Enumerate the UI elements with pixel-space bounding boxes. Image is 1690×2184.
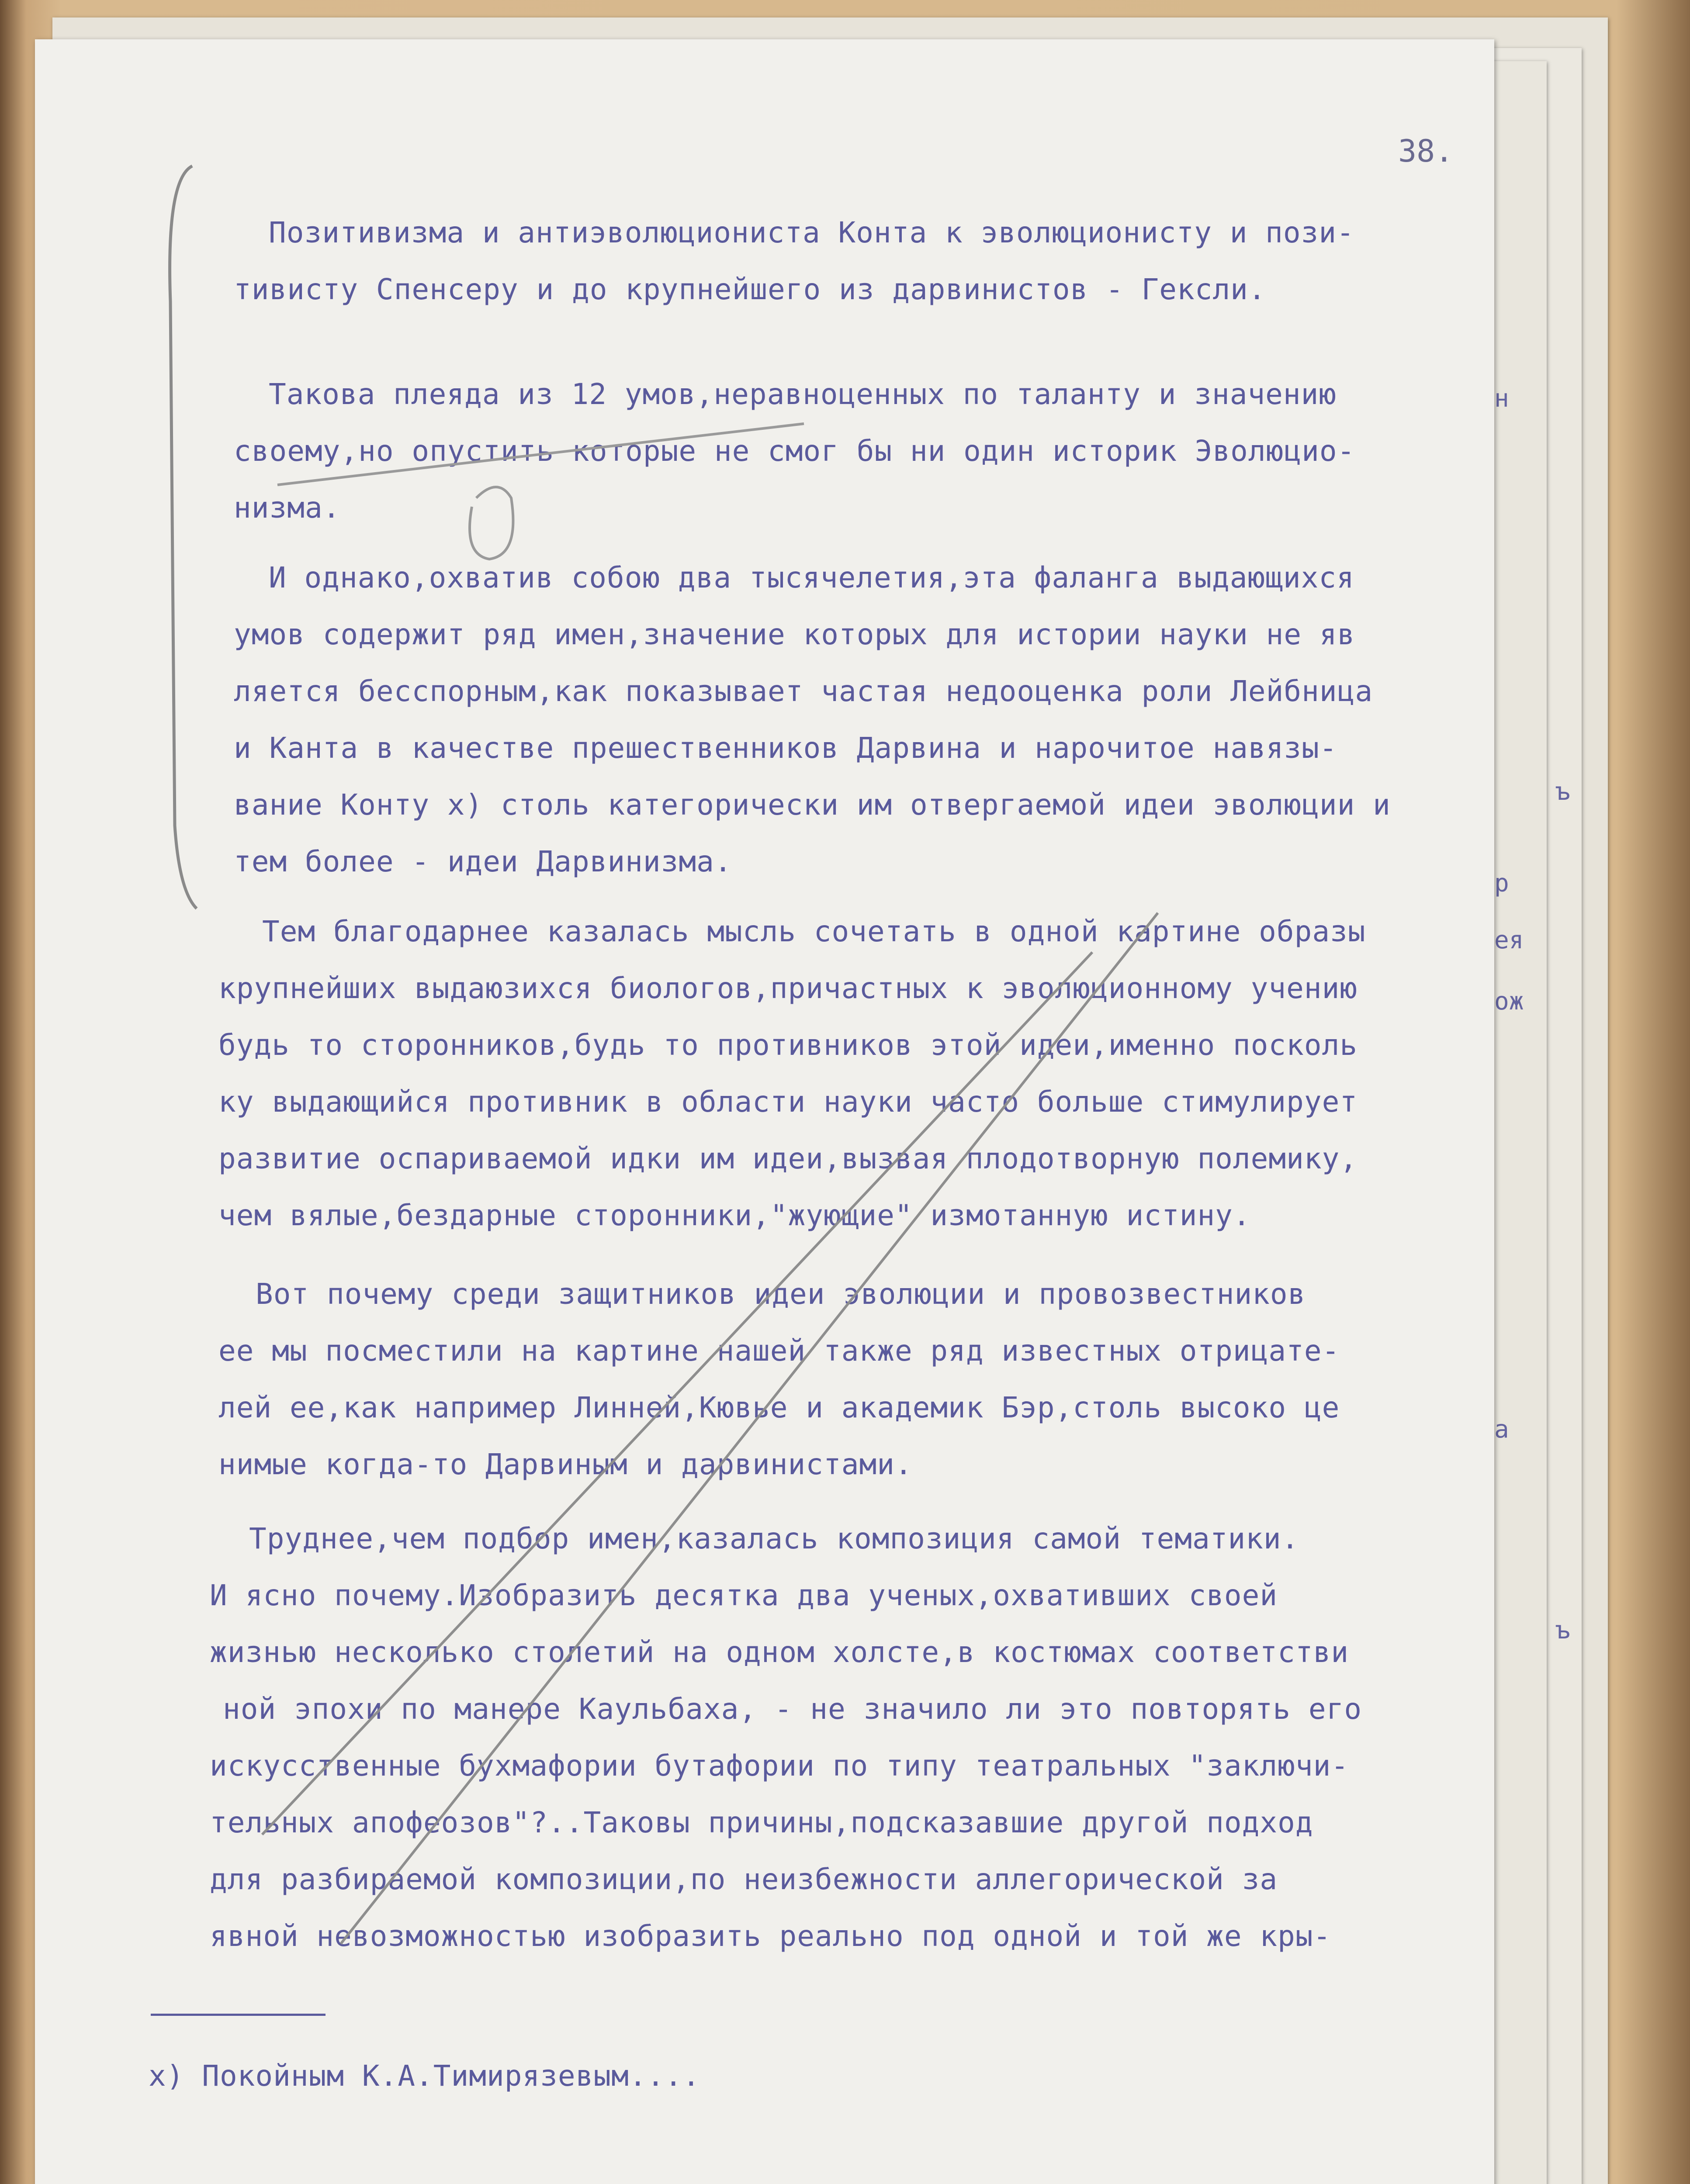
edge-letter: а — [1494, 1415, 1509, 1444]
pencil-bracket — [170, 166, 197, 909]
text-line: для разбираемой композиции,по неизбежности аллегорической за — [210, 1863, 1278, 1896]
text-line: явной невозможностью изобразить реально под одной и той же кры- — [210, 1919, 1331, 1953]
text-line: чем вялые,бездарные сторонники,"жующие" измотанную истину. — [218, 1199, 1251, 1232]
text-line: И однако,охватив собою два тысячелетия,эта фаланга выдающихся — [269, 561, 1354, 594]
text-line: и Канта в качестве прешественников Дарвина и нарочитое навязы- — [234, 731, 1337, 765]
text-line: ее мы посместили на картине нашей также ряд известных отрицате- — [218, 1334, 1340, 1368]
text-line: И ясно почему.Изобразить десятка два ученых,охвативших своей — [210, 1579, 1278, 1612]
text-line: жизнью несколько столетий на одном холсте,в костюмах соответстви — [210, 1635, 1349, 1669]
text-line: развитие оспариваемой идки им идеи,вызвая плодотворную полемику, — [218, 1142, 1358, 1175]
text-line: Вот почему среди защитников идеи эволюции и провозвестников — [256, 1277, 1306, 1311]
text-line: искусственные бухмафории бутафории по типу театральных "заключи- — [210, 1749, 1349, 1783]
text-line: будь то сторонников,будь то противников этой идеи,именно посколь — [218, 1028, 1358, 1062]
edge-letter: ъ — [1555, 778, 1570, 806]
text-line: крупнейших выдаюзихся биологов,причастных к эволюционному учению — [218, 971, 1358, 1005]
text-line: ляется бесспорным,как показывает частая недооценка роли Лейбница — [234, 674, 1373, 708]
edge-letter: ея — [1494, 926, 1524, 954]
text-line: Такова плеяда из 12 умов,неравноценных по таланту и значению — [269, 377, 1337, 411]
footnote-separator — [151, 2014, 326, 2016]
edge-letter: ъ — [1555, 1616, 1570, 1645]
typewritten-page — [35, 39, 1494, 2184]
text-line: ку выдающийся противник в области науки часто больше стимулирует — [218, 1085, 1358, 1119]
footnote: х) Покойным К.А.Тимирязевым.... — [149, 2059, 700, 2093]
text-line: тивисту Спенсеру и до крупнейшего из дарвинистов - Гексли. — [234, 273, 1266, 306]
text-line: Позитивизма и антиэволюциониста Конта к эволюционисту и пози- — [269, 216, 1354, 249]
text-line: тельных апофеозов"?..Таковы причины,подсказавшие другой подход — [210, 1806, 1313, 1839]
text-line: низма. — [234, 491, 341, 525]
text-line: лей ее,как например Линней,Кювье и академик Бэр,столь высоко це — [218, 1391, 1340, 1424]
text-line: ной эпохи по манере Каульбаха, - не значило ли это повторять его — [223, 1692, 1362, 1726]
edge-letter: н — [1494, 384, 1509, 413]
text-line: Тем благодарнее казалась мысль сочетать в одной картине образы — [262, 915, 1366, 948]
text-line: тем более - идеи Дарвинизма. — [234, 845, 732, 878]
text-line: своему,но опустить которые не смог бы ни один историк Эволюцио- — [234, 434, 1355, 468]
edge-letter: ож — [1494, 987, 1524, 1016]
edge-letter: р — [1494, 869, 1509, 898]
pencil-strike — [341, 913, 1158, 1944]
text-line: умов содержит ряд имен,значение которых для истории науки не яв — [234, 618, 1355, 651]
text-line: нимые когда-то Дарвиным и дарвинистами. — [218, 1448, 913, 1481]
text-line: Труднее,чем подбор имен,казалась композиция самой тематики. — [249, 1522, 1299, 1555]
text-line: вание Конту х) столь категорически им отвергаемой идеи эволюции и — [234, 788, 1391, 822]
pencil-mark — [470, 487, 513, 559]
page-number: 38. — [1398, 133, 1454, 169]
